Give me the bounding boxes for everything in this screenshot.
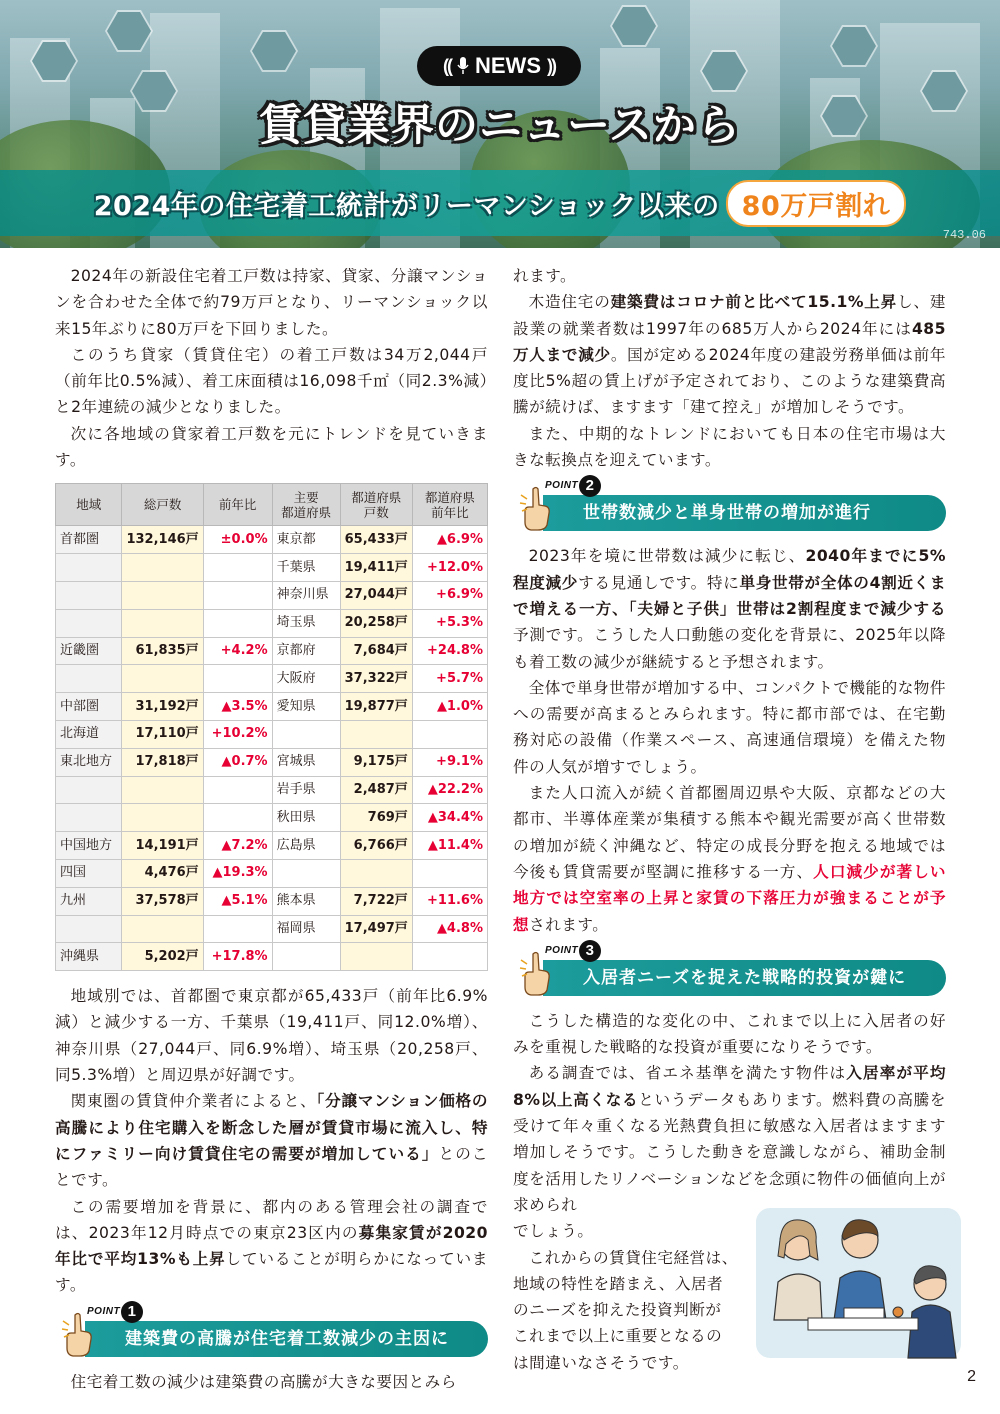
subtitle-highlight: 80万戸割れ: [726, 180, 907, 227]
hexagon-icon: [250, 30, 298, 72]
yoy-cell: ▲19.3%: [203, 859, 272, 887]
prefecture-cell: 千葉県: [272, 554, 340, 582]
region-cell: 四国: [56, 859, 122, 887]
yoy-cell: [203, 665, 272, 693]
subtitle: [94, 180, 907, 227]
prefecture-cell: 岩手県: [272, 776, 340, 804]
prefecture-count-cell: [340, 859, 412, 887]
text-run: のニーズを抑えた投資判断が: [513, 1301, 722, 1320]
point-label: POINT: [87, 1305, 121, 1317]
text-run: というデータもあります。燃料費の高騰を受けて年々重くなる光熱費負担に敏感な入居者はますます増加しそうです。こうした動きを意識しながら、補助金制度を活用したリノベーションなどを念頭に物件の価値向上が求められ: [513, 1090, 946, 1214]
table-row: [56, 748, 488, 776]
prefecture-count-cell: [340, 943, 412, 971]
column-header: 都道府県 前年比: [412, 484, 487, 526]
paragraph: 次に各地域の貸家着工戸数を元にトレンドを見ていきます。: [55, 424, 488, 470]
table-row: [56, 832, 488, 860]
text-run: し、建設業の就業者数は1997年の685万人から2024年には: [513, 293, 946, 338]
yoy-cell: +4.2%: [203, 637, 272, 665]
prefecture-count-cell: 9,175戸: [340, 748, 412, 776]
prefecture-yoy-cell: [412, 720, 487, 748]
total-cell: 132,146戸: [122, 526, 203, 554]
point-label: POINT: [545, 480, 579, 492]
consultation-illustration: [748, 1200, 968, 1370]
total-cell: 17,818戸: [122, 748, 203, 776]
yoy-cell: [203, 804, 272, 832]
text-run: これまで以上に重要となるの: [513, 1327, 723, 1346]
region-cell: [56, 554, 122, 582]
text-run: する見通しです。特に: [578, 573, 740, 592]
prefecture-yoy-cell: [412, 943, 487, 971]
prefecture-count-cell: [340, 720, 412, 748]
text-run: この需要増加を背景に、都内のある管理会社の調査では、2023年12月時点での東京23区内の: [55, 1197, 488, 1242]
column-header: 地域: [56, 484, 122, 526]
paragraph: このうち貸家（賃貸住宅）の着工戸数は34万2,044戸（前年比0.5%減）、着工床面積は16,098千㎡（同2.3%減）と2年連続の減少となりました。: [55, 345, 488, 417]
point-title: 建築費の高騰が住宅着工数減少の主因に: [85, 1321, 488, 1357]
prefecture-count-cell: 17,497戸: [340, 915, 412, 943]
yoy-cell: ▲0.7%: [203, 748, 272, 776]
region-cell: [56, 665, 122, 693]
region-cell: [56, 804, 122, 832]
text-run: 2023年を境に世帯数は減少に転じ、: [528, 547, 806, 566]
prefecture-count-cell: 20,258戸: [340, 609, 412, 637]
prefecture-yoy-cell: +9.1%: [412, 748, 487, 776]
sound-wave-icon: ((: [443, 55, 451, 76]
table-row: [56, 776, 488, 804]
paragraph: 2024年の新設住宅着工戸数は持家、貸家、分譲マンションを合わせた全体で約79万戸となり、リーマンショック以来15年ぶりに80万戸を下回りました。: [55, 267, 488, 338]
table-row: [56, 887, 488, 915]
text-run: は間違いなさそうです。: [513, 1353, 689, 1372]
bold-text: 入居率が平均8%以上高くなる: [513, 1064, 946, 1109]
prefecture-cell: 神奈川県: [272, 581, 340, 609]
paragraph: 住宅着工数の減少は建築費の高騰が大きな要因とみら: [70, 1372, 457, 1391]
paragraph: [513, 289, 946, 420]
prefecture-cell: 愛知県: [272, 693, 340, 721]
table-row: [56, 915, 488, 943]
prefecture-count-cell: 37,322戸: [340, 665, 412, 693]
header-banner: [0, 0, 1000, 248]
prefecture-cell: 大阪府: [272, 665, 340, 693]
news-label: NEWS: [475, 53, 541, 78]
bold-text: 485万人まで減少: [513, 319, 946, 364]
yoy-cell: [203, 915, 272, 943]
prefecture-cell: 京都府: [272, 637, 340, 665]
region-cell: [56, 609, 122, 637]
bold-text: 2040年までに5%程度減少: [513, 547, 947, 592]
table-row: [56, 637, 488, 665]
total-cell: [122, 665, 203, 693]
paragraph: れます。: [513, 267, 577, 285]
region-cell: 東北地方: [56, 748, 122, 776]
yoy-cell: ±0.0%: [203, 526, 272, 554]
text-run: 地域の特性を踏まえ、入居者: [513, 1274, 724, 1293]
page-title: 賃貸業界のニュースから: [259, 101, 741, 151]
sound-wave-icon: )): [547, 55, 555, 76]
yoy-cell: ▲3.5%: [203, 693, 272, 721]
desk: [808, 1318, 918, 1330]
point-2-heading: [513, 479, 946, 533]
total-cell: 31,192戸: [122, 693, 203, 721]
subtitle-band: [0, 170, 1000, 236]
yoy-cell: ▲7.2%: [203, 832, 272, 860]
prefecture-count-cell: 2,487戸: [340, 776, 412, 804]
region-cell: 北海道: [56, 720, 122, 748]
region-cell: 近畿圏: [56, 637, 122, 665]
prefecture-cell: 埼玉県: [272, 609, 340, 637]
paragraph: こうした構造的な変化の中、これまで以上に入居者の好みを重視した戦略的な投資が重要になりそうです。: [513, 1011, 946, 1057]
paragraph: 地域別では、首都圏で東京都が65,433戸（前年比6.9%減）と減少する一方、千葉県（19,411戸、同12.0%増）、神奈川県（27,044戸、同6.9%増）、埼玉県（20,258戸、同5.3%増）と周辺県が好調です。: [55, 987, 488, 1085]
text-run: されます。: [529, 915, 609, 934]
table-row: [56, 804, 488, 832]
document: [844, 1308, 884, 1318]
yoy-cell: +10.2%: [203, 720, 272, 748]
prefecture-count-cell: 7,684戸: [340, 637, 412, 665]
prefecture-yoy-cell: ▲34.4%: [412, 804, 487, 832]
prefecture-count-cell: 19,877戸: [340, 693, 412, 721]
text-run: ある調査では、省エネ基準を満たす物件は: [528, 1064, 847, 1083]
total-cell: [122, 915, 203, 943]
text-run: でしょう。: [513, 1222, 594, 1241]
table-row: [56, 693, 488, 721]
prefecture-yoy-cell: ▲22.2%: [412, 776, 487, 804]
text-run: これからの賃貸住宅経営は、: [528, 1248, 738, 1267]
table-row: [56, 943, 488, 971]
prefecture-cell: [272, 859, 340, 887]
prefecture-yoy-cell: [412, 859, 487, 887]
text-run: 関東圏の賃貸仲介業者によると、: [70, 1092, 317, 1111]
bold-text: 建築費はコロナ前と比べて15.1%上昇: [610, 293, 898, 312]
point-number: 2: [579, 475, 601, 497]
prefecture-yoy-cell: +5.7%: [412, 665, 487, 693]
yoy-cell: [203, 776, 272, 804]
paragraph: [513, 543, 946, 674]
prefecture-yoy-cell: ▲4.8%: [412, 915, 487, 943]
hexagon-icon: [830, 25, 878, 67]
region-cell: 沖縄県: [56, 943, 122, 971]
text-run: また人口流入が続く首都圏周辺県や大阪、京都などの大都市、半導体産業が集積する熊本や観光需要が高く世帯数の増加が続く沖縄など、特定の成長分野を抱える地域では今後も賃貸需要が堅調に推移する一方、: [513, 784, 946, 881]
cup: [893, 1307, 903, 1317]
point-1-heading: [55, 1302, 488, 1359]
region-cell: [56, 915, 122, 943]
column-header: 主要 都道府県: [272, 484, 340, 526]
yoy-cell: [203, 609, 272, 637]
prefecture-cell: 熊本県: [272, 887, 340, 915]
table-row: [56, 720, 488, 748]
prefecture-count-cell: 769戸: [340, 804, 412, 832]
region-cell: 九州: [56, 887, 122, 915]
point-label: POINT: [545, 944, 579, 956]
table-row: [56, 581, 488, 609]
rental-starts-table: [55, 483, 488, 971]
prefecture-cell: 広島県: [272, 832, 340, 860]
total-cell: 17,110戸: [122, 720, 203, 748]
total-cell: 61,835戸: [122, 637, 203, 665]
table-row: [56, 665, 488, 693]
text-run: 木造住宅の: [528, 293, 611, 312]
table-row: [56, 554, 488, 582]
prefecture-yoy-cell: ▲1.0%: [412, 693, 487, 721]
region-cell: [56, 776, 122, 804]
total-cell: [122, 609, 203, 637]
region-cell: [56, 581, 122, 609]
bold-text: 単身世帯が全体の4割近くまで増える一方、「夫婦と子供」世帯は2割程度まで減少する: [513, 573, 946, 618]
total-cell: [122, 776, 203, 804]
prefecture-yoy-cell: ▲6.9%: [412, 526, 487, 554]
prefecture-yoy-cell: +24.8%: [412, 637, 487, 665]
paragraph: [55, 1088, 488, 1193]
bold-text: 募集家賃が2020年比で平均13%も上昇: [55, 1223, 489, 1269]
region-cell: 中部圏: [56, 693, 122, 721]
paragraph: 全体で単身世帯が増加する中、コンパクトで機能的な物件への需要が高まるとみられます。特に都市部では、在宅勤務対応の設備（作業スペース、高速通信環境）を備えた物件の人気が増すでしょう。: [513, 678, 946, 776]
prefecture-yoy-cell: +11.6%: [412, 887, 487, 915]
left-column: [55, 263, 488, 1395]
total-cell: 4,476戸: [122, 859, 203, 887]
prefecture-cell: 宮城県: [272, 748, 340, 776]
paragraph: [55, 1194, 488, 1299]
page-number: 2: [967, 1368, 976, 1385]
prefecture-cell: [272, 943, 340, 971]
table-row: [56, 609, 488, 637]
prefecture-cell: 福岡県: [272, 915, 340, 943]
prefecture-yoy-cell: ▲11.4%: [412, 832, 487, 860]
prefecture-count-cell: 7,722戸: [340, 887, 412, 915]
point-title: 入居者ニーズを捉えた戦略的投資が鍵に: [543, 960, 946, 996]
column-header: 前年比: [203, 484, 272, 526]
yoy-cell: [203, 554, 272, 582]
column-header: 総戸数: [122, 484, 203, 526]
hexagon-icon: [105, 10, 153, 52]
point-number: 3: [579, 940, 601, 962]
prefecture-yoy-cell: +6.9%: [412, 581, 487, 609]
prefecture-yoy-cell: +12.0%: [412, 554, 487, 582]
bold-text: 「分譲マンション価格の高騰により住宅購入を断念した層が賃貸市場に流入し、特にファミリー向け賃貸住宅の需要が増加している」: [55, 1092, 488, 1163]
prefecture-count-cell: 65,433戸: [340, 526, 412, 554]
paragraph: また、中期的なトレンドにおいても日本の住宅市場は大きな転換点を迎えています。: [513, 424, 946, 470]
prefecture-yoy-cell: +5.3%: [412, 609, 487, 637]
prefecture-count-cell: 27,044戸: [340, 581, 412, 609]
hexagon-icon: [610, 5, 658, 47]
region-cell: 中国地方: [56, 832, 122, 860]
prefecture-cell: [272, 720, 340, 748]
point-title: 世帯数減少と単身世帯の増加が進行: [543, 495, 946, 531]
total-cell: [122, 581, 203, 609]
point-number: 1: [121, 1301, 143, 1323]
total-cell: [122, 804, 203, 832]
region-cell: 首都圏: [56, 526, 122, 554]
point-3-heading: [513, 941, 946, 998]
prefecture-count-cell: 19,411戸: [340, 554, 412, 582]
table-row: [56, 859, 488, 887]
text-run: とのことです。: [55, 1144, 488, 1190]
table-row: [56, 526, 488, 554]
table-body: [56, 526, 488, 971]
photo-stamp: 743.06: [942, 228, 986, 242]
text-run: していることが明らかになっています。: [55, 1250, 488, 1295]
yoy-cell: +17.8%: [203, 943, 272, 971]
yoy-cell: ▲5.1%: [203, 887, 272, 915]
total-cell: 5,202戸: [122, 943, 203, 971]
table-header-row: [56, 484, 488, 526]
text-run: 予測です。こうした人口動態の変化を背景に、2025年以降も着工数の減少が継続すると予想されます。: [513, 626, 946, 671]
total-cell: 37,578戸: [122, 887, 203, 915]
total-cell: 14,191戸: [122, 832, 203, 860]
paragraph: [513, 780, 946, 938]
highlight-text: 人口減少が著しい地方では空室率の上昇と家賃の下落圧力が強まることが予想: [513, 862, 946, 934]
yoy-cell: [203, 581, 272, 609]
text-run: 。国が定める2024年度の建設労務単価は前年度比5%超の賃上げが予定されており、このような建築費高騰が続けば、ますます「建て控え」が増加しそうです。: [513, 345, 946, 417]
prefecture-count-cell: 6,766戸: [340, 832, 412, 860]
column-header: 都道府県 戸数: [340, 484, 412, 526]
prefecture-cell: 秋田県: [272, 804, 340, 832]
total-cell: [122, 554, 203, 582]
prefecture-cell: 東京都: [272, 526, 340, 554]
subtitle-main: 2024年の住宅着工統計がリーマンショック以来の: [93, 190, 720, 222]
microphone-icon: [457, 56, 469, 76]
news-badge: [417, 46, 581, 86]
